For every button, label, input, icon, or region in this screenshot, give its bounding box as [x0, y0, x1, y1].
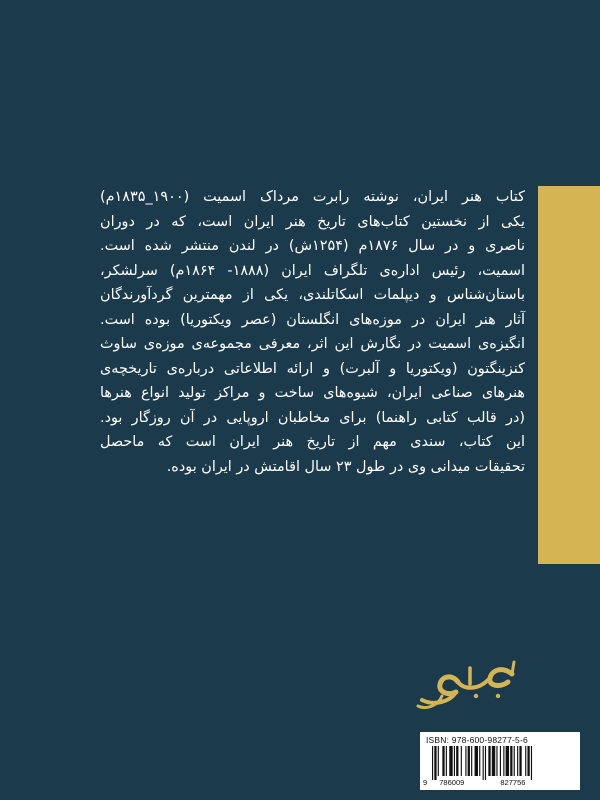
isbn-number: ISBN: 978-600-98277-5-6	[426, 735, 528, 745]
barcode-bar	[510, 746, 512, 776]
accent-stripe	[538, 186, 600, 564]
barcode-bar	[483, 746, 484, 780]
barcode-bar	[434, 746, 436, 780]
calligraphy-logo-icon	[412, 656, 522, 712]
barcode-bar	[514, 746, 515, 776]
barcode-bar	[442, 746, 444, 776]
barcode-bar	[456, 746, 458, 776]
blurb-line: باستان‌شناس و دیپلمات اسکاتلندی، یکی از مهمترین گردآورندگان	[100, 287, 525, 303]
barcode-bar	[525, 746, 526, 776]
blurb-line: آثار هنر ایران در موزه‌های انگلستان (عصر ویکتوریا) بوده است.	[100, 311, 525, 328]
barcode-bar	[527, 746, 529, 776]
barcode-bar	[432, 746, 433, 780]
isbn-barcode	[420, 732, 580, 790]
publisher-logo	[412, 656, 522, 712]
barcode-bar	[503, 746, 504, 776]
blurb-line: هنرهای صناعی ایران، شیوه‌های ساخت و مراکز تولید انواع هنرها	[100, 385, 525, 401]
blurb-line: کتاب هنر ایران، نوشته رابرت مرداک اسمیت (۱۹۰۰_۱۸۳۵م)	[100, 189, 525, 205]
barcode-bar	[506, 746, 509, 776]
barcode-bar	[475, 746, 478, 776]
blurb-line: انگیزه‌ی اسمیت در نگارش این اثر، معرفی مجموعه‌ی موزه‌ی ساوث	[100, 336, 525, 352]
blurb-line: ناصری و در سال ۱۸۷۶م (۱۲۵۴ش) در لندن منتشر شده است.	[100, 238, 525, 254]
barcode-bar	[496, 746, 497, 776]
blurb-line: (در قالب کتابی راهنما) برای مخاطبان اروپایی در آن روزگار بود.	[100, 409, 525, 426]
barcode-bar	[461, 746, 462, 776]
barcode-bars	[424, 746, 576, 780]
barcode-bar	[485, 746, 486, 780]
blurb-line: کنزینگتون (ویکتوریا و آلبرت) و ارائه اطلاعاتی درباره‌ی تاریخچه‌ی	[100, 360, 525, 377]
barcode-digits-right: 827756	[500, 778, 526, 787]
barcode-bar	[446, 746, 447, 776]
blurb-line: اسمیت، رئیس اداره‌ی تلگراف ایران (۱۸۸۸- ۱۸۶۴م) سرلشکر،	[100, 262, 525, 279]
barcode-bar	[500, 746, 501, 776]
barcode-bar	[471, 746, 472, 776]
barcode-digit-first: 9	[423, 778, 428, 787]
barcode-digits-left: 786009	[439, 778, 465, 787]
barcode-bar	[531, 746, 532, 780]
barcode-bar	[479, 746, 480, 776]
blurb-line: این کتاب، سندی مهم از تاریخ هنر ایران است که ماحصل	[100, 434, 525, 450]
barcode-bar	[454, 746, 455, 776]
barcode-bar	[519, 746, 521, 776]
barcode-digits	[423, 778, 577, 787]
blurb-line: تحقیقات میدانی وی در طول ۲۳ سال اقامتش در ایران بوده.	[166, 458, 525, 475]
barcode-bar	[492, 746, 495, 776]
barcode-bar	[517, 746, 518, 776]
barcode-bar	[468, 746, 470, 776]
back-cover-blurb	[100, 185, 525, 479]
blurb-line: یکی از نخستین کتاب‌های تاریخ هنر ایران است، که در دوران	[100, 213, 525, 230]
barcode-bar	[449, 746, 452, 776]
barcode-bar	[488, 746, 490, 776]
barcode-bar	[438, 746, 439, 776]
barcode-bar	[465, 746, 466, 776]
